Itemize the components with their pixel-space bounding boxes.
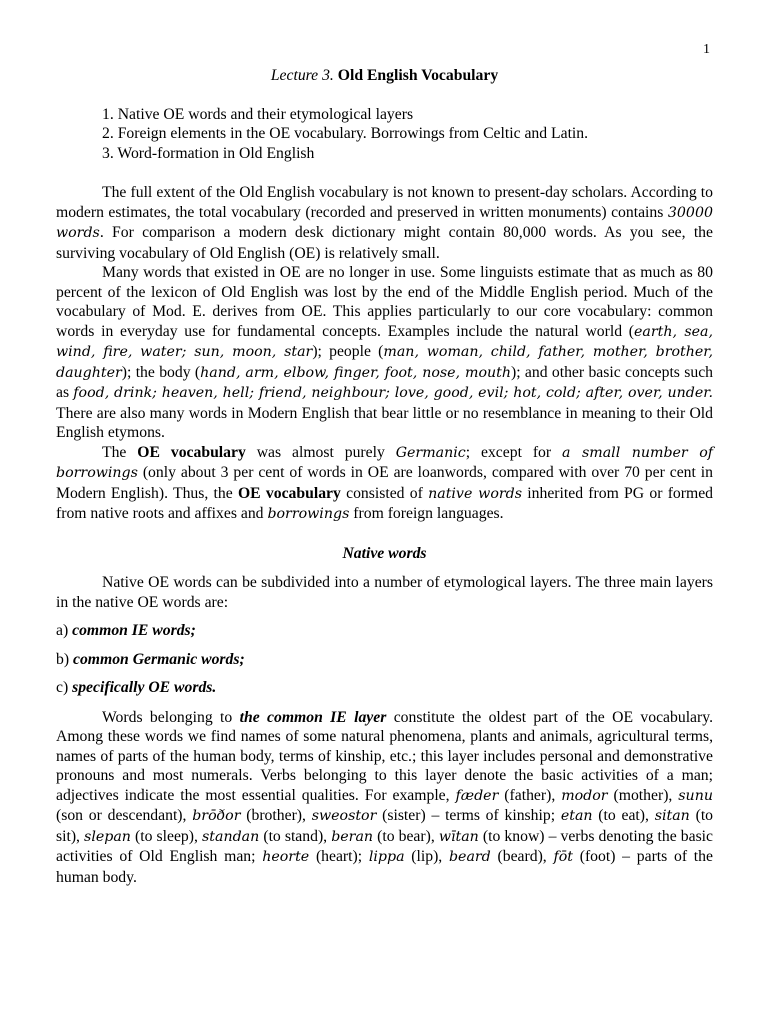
paragraph-vocabulary-extent: The full extent of the Old English vocabulary is not known to present-day scholars. According to modern estimates, the total vocabulary (recorded and preserved in written monuments) contains 30000 words. For comparison a modern desk dictionary might contain 80,000 words. As you see, the surviving vocabulary of Old English (OE) is relatively small. <box>56 184 713 262</box>
paragraph-common-ie-layer: Words belonging to the common IE layer constitute the oldest part of the OE vocabulary. Among these words we find names of some natural phenomena, plants and animals, agricultural terms, names of parts of the human body, terms of kinship, etc.; this layer includes personal and demonstrative pronouns and most numerals. Verbs belonging to this layer denote the basic activities of a man; adjectives indicate the most essential qualities. For example, fæder (father), modor (mother), sunu (son or descendant), brōðor (brother), sweostor (sister) – terms of kinship; etan (to eat), sitan (to sit), slepan (to sleep), standan (to stand), beran (to bear), wītan (to know) – verbs denoting the basic activities of Old English man; heorte (heart); lippa (lip), beard (beard), fōt (foot) – parts of the human body. <box>56 708 714 886</box>
lecture-title: Old English Vocabulary <box>337 67 499 84</box>
section-heading: Native words <box>342 544 427 562</box>
paragraph-native-layers: Native OE words can be subdivided into a number of etymological layers. The three main layers in the native OE words are: <box>56 574 713 611</box>
layer-item: c) specifically OE words. <box>56 679 217 696</box>
paragraph-germanic-vocabulary: The OE vocabulary was almost purely Germanic; except for a small number of borrowings (only about 3 per cent of words in OE are loanwords, compared with over 70 per cent in Modern English). Thus, the OE vocabulary consisted of native words inherited from PG or formed from native roots and affixes and borrowings from foreign languages. <box>56 443 713 522</box>
outline-item: 3. Word-formation in Old English <box>102 144 315 162</box>
lecture-label: Lecture 3. <box>270 67 334 84</box>
outline-item: 1. Native OE words and their etymological layers <box>102 105 414 123</box>
outline-item: 2. Foreign elements in the OE vocabulary. Borrowings from Celtic and Latin. <box>102 125 589 142</box>
paragraph-lost-words: Many words that existed in OE are no longer in use. Some linguists estimate that as much as 80 percent of the lexicon of Old English was lost by the end of the Middle English period. Much of the vocabulary of Mod. E. derives from OE. This applies particularly to our core vocabulary: common words in everyday use for fundamental concepts. Examples include the natural world (earth, sea, wind, fire, water; sun, moon, star); people (man, woman, child, father, mother, brother, daughter); the body (hand, arm, elbow, finger, foot, nose, mouth); and other basic concepts such as food, drink; heaven, hell; friend, neighbour; love, good, evil; hot, cold; after, over, under. There are also many words in Modern English that bear little or no resemblance in meaning to their Old English etymons. <box>56 264 713 441</box>
layer-item: a) common IE words; <box>56 622 196 639</box>
page-number: 1 <box>703 42 710 57</box>
layer-item: b) common Germanic words; <box>56 650 245 668</box>
outline-list <box>56 105 713 164</box>
page-title <box>56 66 713 86</box>
document-body <box>56 66 713 887</box>
